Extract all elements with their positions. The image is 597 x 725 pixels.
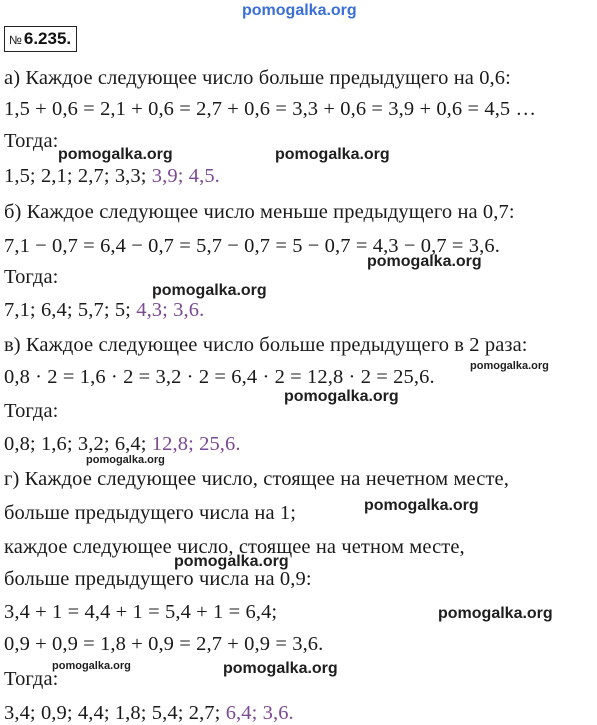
watermark: pomogalka.org — [52, 660, 131, 672]
part-g-title-4: больше предыдущего числа на 0,9: — [4, 568, 312, 590]
watermark: pomogalka.org — [438, 605, 553, 622]
watermark: pomogalka.org — [284, 388, 399, 405]
watermark: pomogalka.org — [275, 146, 390, 163]
watermark: pomogalka.org — [367, 253, 482, 270]
watermark: pomogalka.org — [364, 497, 479, 514]
part-b-title: б) Каждое следующее число меньше предыдущего на 0,7: — [4, 201, 515, 223]
part-g-title-1: г) Каждое следующее число, стоящее на нечетном месте, — [4, 468, 509, 490]
part-g-equation-1: 3,4 + 1 = 4,4 + 1 = 5,4 + 1 = 6,4; — [4, 601, 278, 623]
part-b-given: 7,1; 6,4; 5,7; 5; — [4, 299, 131, 321]
part-v-given: 0,8; 1,6; 3,2; 6,4; — [4, 433, 147, 455]
watermark: pomogalka.org — [152, 282, 267, 299]
part-v-then: Тогда: — [4, 400, 59, 422]
part-v-sequence — [4, 432, 241, 456]
part-b-then: Тогда: — [4, 266, 59, 288]
part-v-title: в) Каждое следующее число больше предыдущего в 2 раза: — [4, 334, 528, 356]
part-g-title-3: каждое следующее число, стоящее на четном месте, — [4, 536, 465, 558]
problem-number: 6.235. — [23, 29, 72, 48]
part-a-given: 1,5; 2,1; 2,7; 3,3; — [4, 165, 147, 187]
part-a-answer: 3,9; 4,5. — [151, 165, 220, 187]
part-g-then: Тогда: — [4, 668, 59, 690]
part-a-equation: 1,5 + 0,6 = 2,1 + 0,6 = 2,7 + 0,6 = 3,3 + 0,6 = 3,9 + 0,6 = 4,5 … — [4, 98, 537, 120]
part-g-given: 3,4; 0,9; 4,4; 1,8; 5,4; 2,7; — [4, 702, 221, 724]
part-a-then: Тогда: — [4, 130, 59, 152]
part-v-answer: 12,8; 25,6. — [151, 433, 241, 455]
part-v-equation: 0,8 · 2 = 1,6 · 2 = 3,2 · 2 = 6,4 · 2 = 12,8 · 2 = 25,6. — [4, 366, 435, 388]
watermark: pomogalka.org — [174, 553, 289, 570]
watermark: pomogalka.org — [58, 146, 173, 163]
watermark: pomogalka.org — [470, 360, 549, 372]
part-g-title-2: больше предыдущего числа на 1; — [4, 502, 297, 524]
part-g-equation-2: 0,9 + 0,9 = 1,8 + 0,9 = 2,7 + 0,9 = 3,6. — [4, 633, 324, 655]
part-a-title: а) Каждое следующее число больше предыдущего на 0,6: — [4, 67, 511, 89]
problem-number-box — [4, 26, 77, 52]
part-b-equation: 7,1 − 0,7 = 6,4 − 0,7 = 5,7 − 0,7 = 5 − 0,7 = 4,3 − 0,7 = 3,6. — [4, 235, 500, 257]
watermark: pomogalka.org — [223, 660, 338, 677]
part-b-sequence — [4, 298, 204, 322]
part-b-answer: 4,3; 3,6. — [136, 299, 205, 321]
number-sign: № — [9, 33, 22, 47]
watermark-top: pomogalka.org — [242, 2, 357, 19]
watermark: pomogalka.org — [86, 454, 165, 466]
part-a-sequence — [4, 164, 220, 188]
part-g-answer: 6,4; 3,6. — [225, 702, 294, 724]
part-g-sequence — [4, 701, 294, 725]
